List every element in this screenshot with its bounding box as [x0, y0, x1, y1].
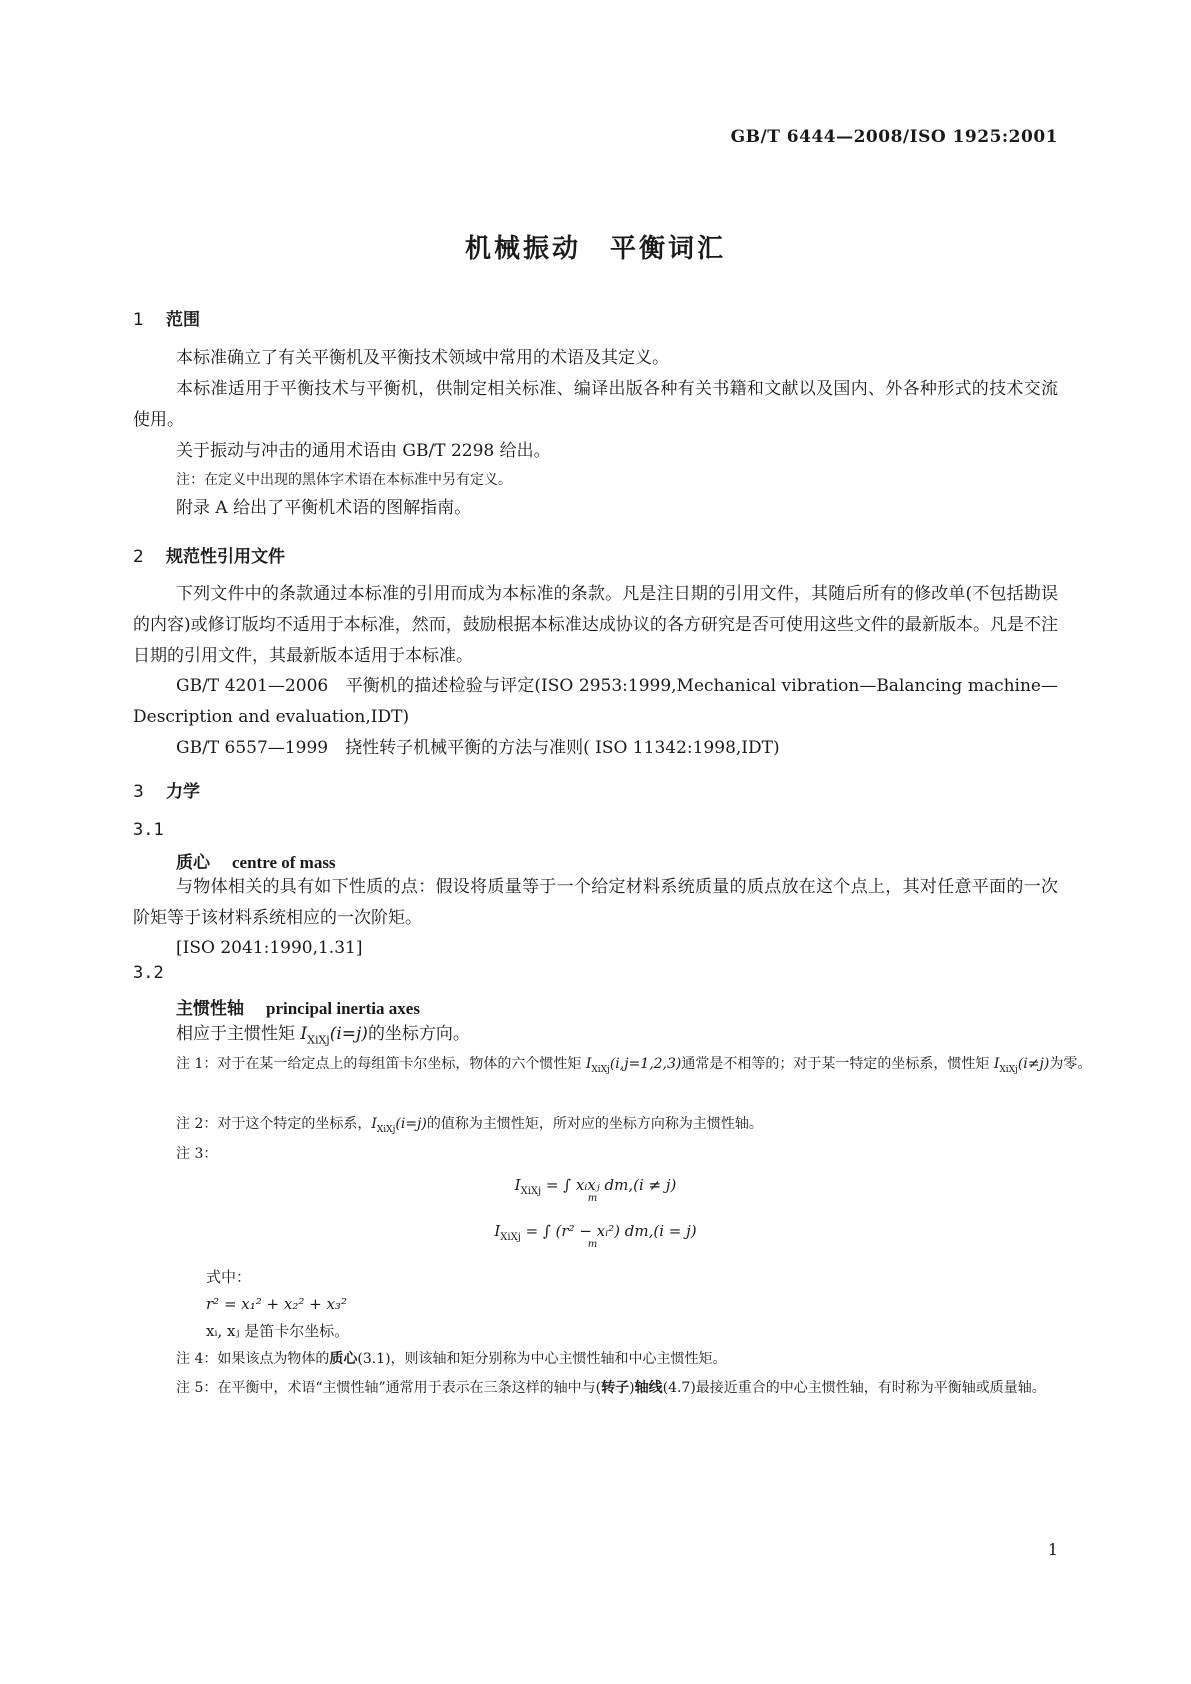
normative-reference: GB/T 4201—2006 平衡机的描述检验与评定(ISO 2953:1999,Mechanical vibration—Balancing machine—Description and evaluation,IDT)	[133, 676, 1058, 727]
section-3-heading	[133, 777, 200, 802]
symbol-I: I	[300, 1024, 308, 1044]
note: 注：在定义中出现的黑体字术语在本标准中另有定义。	[176, 472, 512, 488]
section-title: 规范性引用文件	[166, 547, 285, 567]
term-reference: 转子	[601, 1380, 630, 1396]
term-chinese: 主惯性轴	[176, 999, 244, 1019]
document-title: 机械振动 平衡词汇	[464, 234, 726, 264]
section-number: 1	[133, 310, 144, 330]
definition: 相应于主惯性矩 $I_{XiXj}(i=j)$的坐标方向。	[176, 1024, 470, 1047]
formula-2: $I_{XiXj}$ = ∫ (r² − xᵢ²) dm,(i = j) m	[0, 1222, 1191, 1250]
term-chinese: 质心	[176, 853, 210, 873]
note-5: 注 5：在平衡中，术语“主惯性轴”通常用于表示在三条这样的轴中与(转子)轴线(4.7)最接近重合的中心主惯性轴，有时称为平衡轴或质量轴。	[176, 1380, 1046, 1396]
note-1: 注 1：对于在某一给定点上的每组笛卡尔坐标，物体的六个惯性矩 $I_{XiXj}(i,j=1,2,3)$通常是不相等的；对于某一特定的坐标系，惯性矩 $I_{XiXj}(i\ne j)$为零。	[176, 1056, 1092, 1075]
definition: 与物体相关的具有如下性质的点：假设将质量等于一个给定材料系统质量的质点放在这个点上，其对任意平面的一次阶矩等于该材料系统相应的一次阶矩。	[133, 877, 1058, 928]
formula-1: $I_{XiXj}$ = ∫ xᵢxⱼ dm,(i ≠ j) m	[0, 1176, 1191, 1204]
integral-limit: m	[587, 1239, 598, 1250]
paragraph: 附录 A 给出了平衡机术语的图解指南。	[176, 498, 472, 518]
xixj-definition: xᵢ, xⱼ 是笛卡尔坐标。	[206, 1322, 350, 1340]
term-reference: 质心	[329, 1351, 358, 1367]
integral-limit: m	[587, 1193, 598, 1204]
term-english: principal inertia axes	[266, 999, 420, 1018]
term-entry	[176, 848, 336, 873]
standard-number: GB/T 6444—2008/ISO 1925:2001	[730, 127, 1058, 147]
section-number: 2	[133, 547, 144, 567]
r-definition: r² = x₁² + x₂² + x₃²	[206, 1295, 347, 1313]
section-title: 力学	[166, 782, 200, 802]
section-number: 3	[133, 782, 144, 802]
note-2: 注 2：对于这个特定的坐标系，$I_{XiXj}(i=j)$的值称为主惯性矩，所对应的坐标方向称为主惯性轴。	[176, 1116, 763, 1135]
page-number: 1	[1047, 1540, 1058, 1559]
paragraph: 关于振动与冲击的通用术语由 GB/T 2298 给出。	[176, 441, 551, 461]
term-english: centre of mass	[232, 853, 336, 872]
paragraph: 本标准适用于平衡技术与平衡机，供制定相关标准、编译出版各种有关书籍和文献以及国内、外各种形式的技术交流使用。	[133, 379, 1058, 430]
normative-reference: GB/T 6557—1999 挠性转子机械平衡的方法与准则( ISO 11342:1998,IDT)	[176, 738, 780, 758]
note-4: 注 4：如果该点为物体的质心(3.1)，则该轴和矩分别称为中心主惯性轴和中心主惯性矩。	[176, 1351, 727, 1367]
where-label: 式中：	[206, 1268, 252, 1286]
clause-number: 3.2	[133, 963, 164, 983]
source-citation: [ISO 2041:1990,1.31]	[176, 938, 363, 958]
term-reference: 轴线	[634, 1380, 663, 1396]
section-title: 范围	[166, 310, 200, 330]
section-2-heading	[133, 542, 285, 567]
paragraph: 下列文件中的条款通过本标准的引用而成为本标准的条款。凡是注日期的引用文件，其随后所有的修改单(不包括勘误的内容)或修订版均不适用于本标准，然而，鼓励根据本标准达成协议的各方研究是否可使用这些文件的最新版本。凡是不注日期的引用文件，其最新版本适用于本标准。	[133, 584, 1058, 666]
term-entry	[176, 994, 420, 1019]
section-1-heading	[133, 305, 200, 330]
paragraph: 本标准确立了有关平衡机及平衡技术领域中常用的术语及其定义。	[176, 348, 669, 368]
note-3: 注 3：	[176, 1146, 218, 1162]
clause-number: 3.1	[133, 820, 164, 840]
